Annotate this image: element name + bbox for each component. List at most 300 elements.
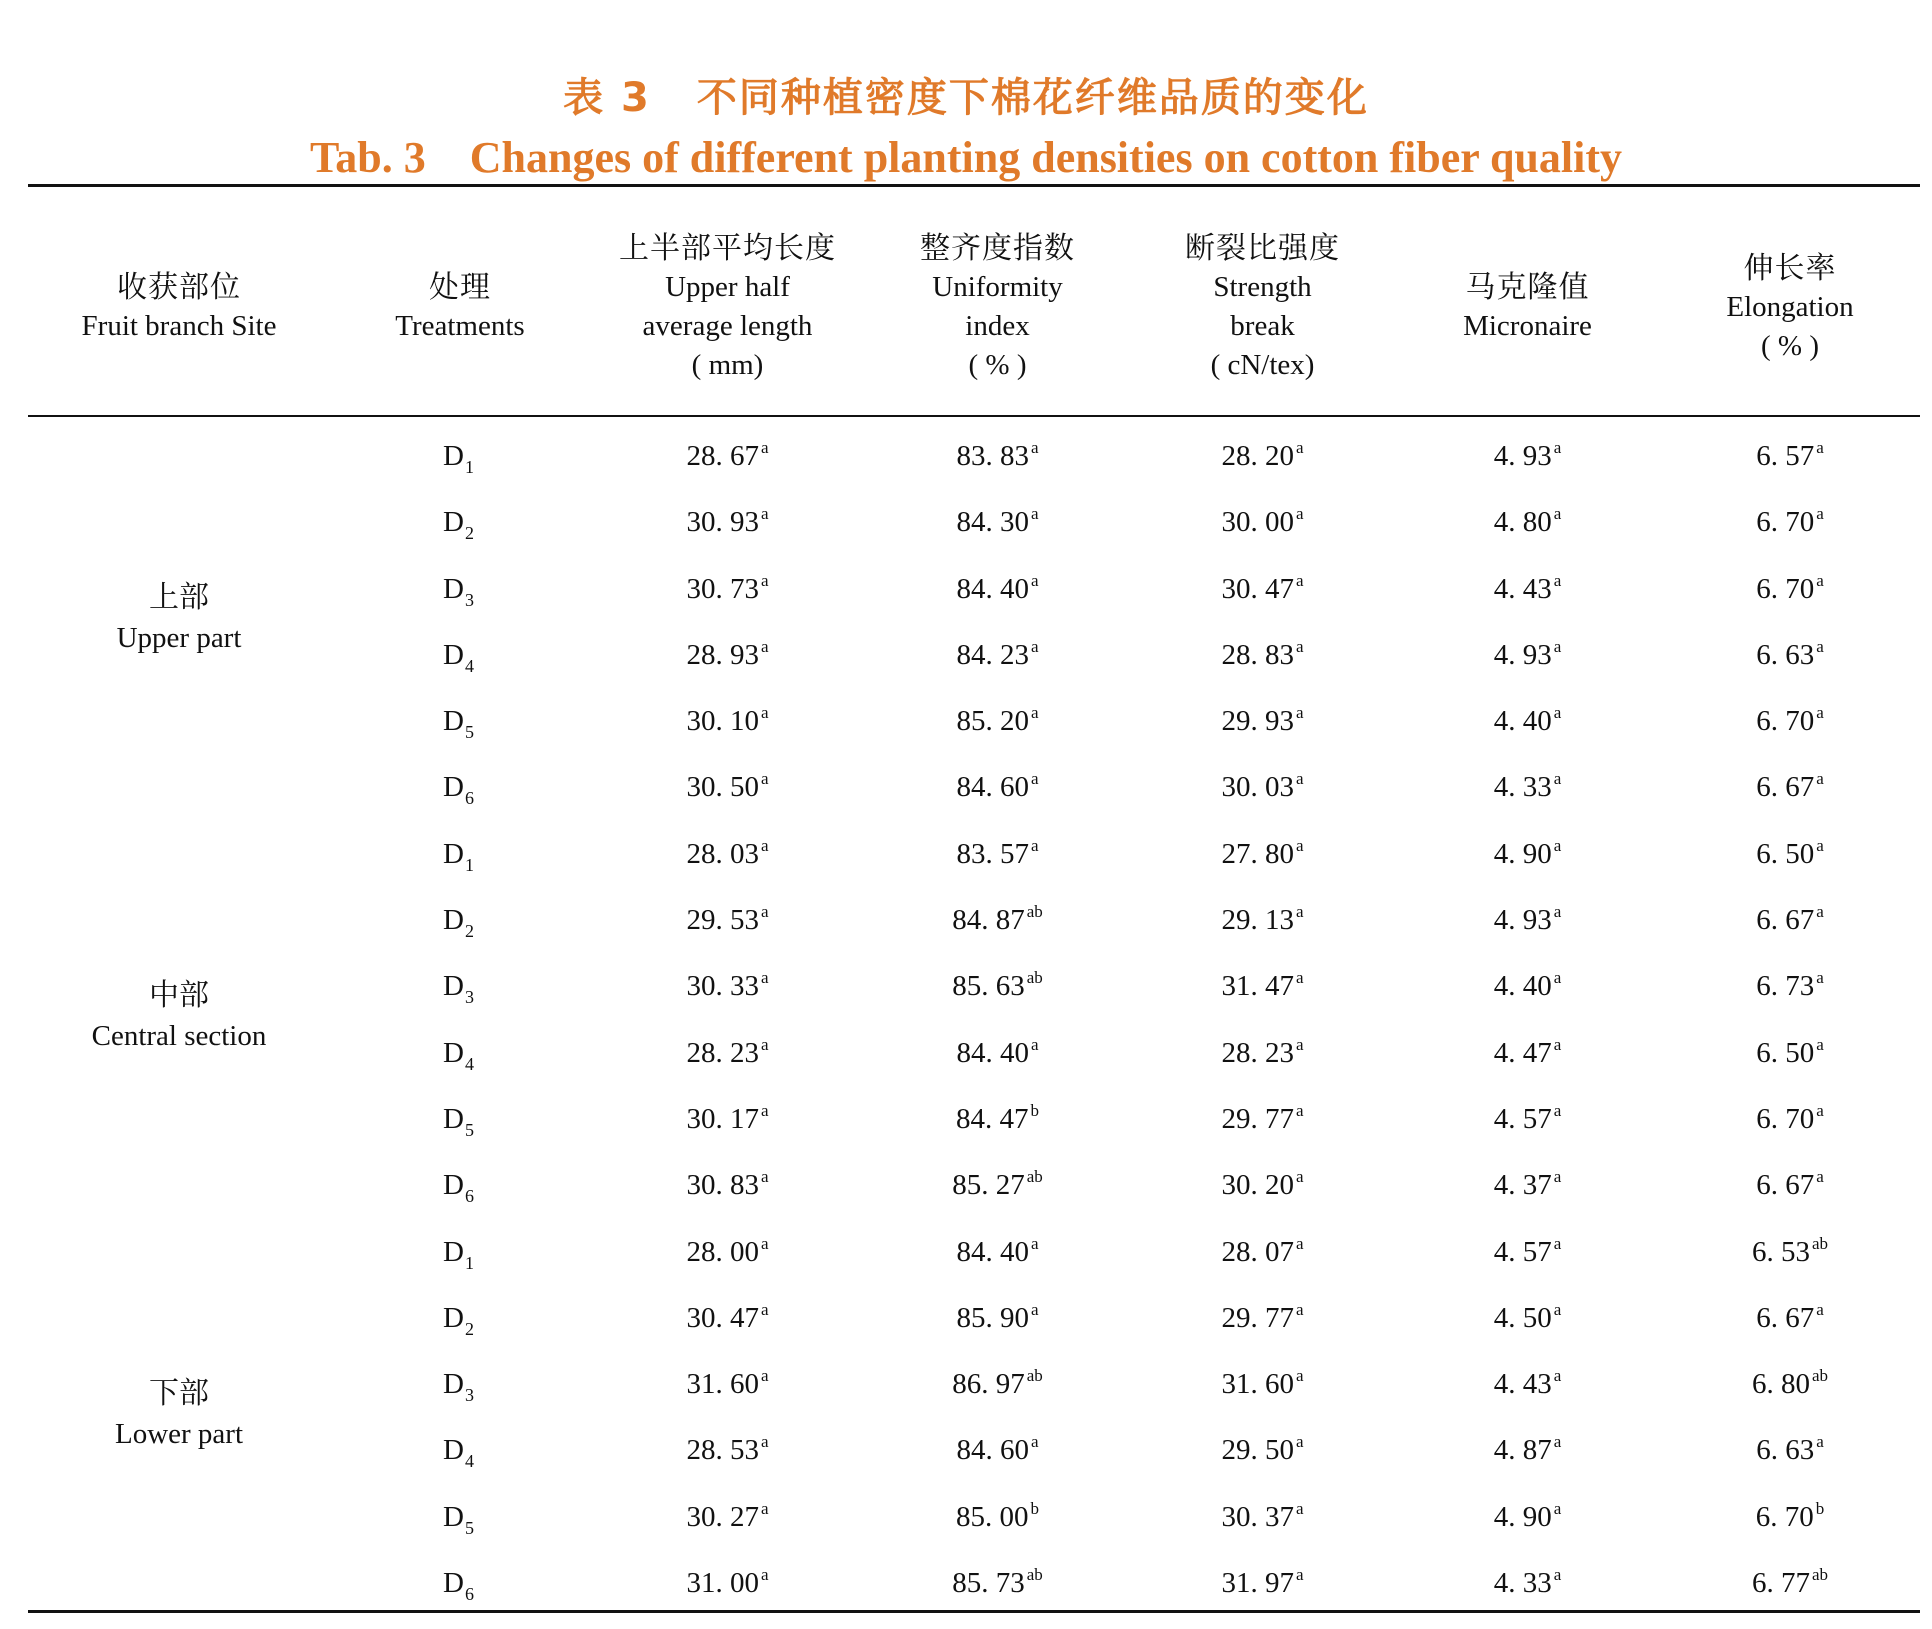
cell-upper-half-length <box>590 622 865 688</box>
table-row <box>0 1020 1932 1086</box>
upper-half-length-value: 28. 67 <box>686 440 759 472</box>
cell-treatment <box>330 1351 590 1417</box>
uniformity-index-significance: ab <box>1026 1565 1043 1585</box>
cell-uniformity-index <box>865 556 1130 622</box>
uniformity-index-significance: a <box>1030 703 1039 723</box>
header-uniformity-index <box>865 222 1130 392</box>
header-strength-break <box>1130 222 1395 392</box>
cell-strength-break <box>1130 1219 1395 1285</box>
cell-elongation <box>1660 754 1920 820</box>
cell-elongation <box>1660 489 1920 555</box>
table-body <box>0 423 1932 1616</box>
treatment-code: D <box>443 1434 464 1467</box>
strength-break-value: 28. 23 <box>1221 1036 1294 1069</box>
treatment-code: D <box>443 1500 464 1533</box>
cell-elongation <box>1660 423 1920 489</box>
upper-half-length-value: 30. 27 <box>686 1500 759 1533</box>
upper-half-length-value: 30. 10 <box>686 705 759 738</box>
header-uniformity-zh: 整齐度指数 <box>920 231 1075 266</box>
treatment-code: D <box>443 638 464 671</box>
treatment-subscript: 5 <box>464 722 474 743</box>
elongation-significance: a <box>1816 636 1824 656</box>
micronaire-value: 4. 43 <box>1493 572 1552 605</box>
upper-half-length-value: 30. 47 <box>686 1301 759 1334</box>
cell-micronaire <box>1395 887 1660 953</box>
cell-upper-half-length <box>590 1550 865 1616</box>
table-row <box>0 1152 1932 1218</box>
cell-elongation <box>1660 1484 1920 1550</box>
table-row <box>0 1484 1932 1550</box>
header-length-unit: ( mm) <box>691 349 764 381</box>
micronaire-significance: a <box>1553 438 1562 457</box>
strength-break-significance: a <box>1295 1034 1304 1054</box>
cell-micronaire <box>1395 1550 1660 1616</box>
cell-upper-half-length <box>590 688 865 754</box>
elongation-value: 6. 63 <box>1756 638 1815 671</box>
elongation-significance: ab <box>1811 1565 1829 1585</box>
cell-strength-break <box>1130 1351 1395 1417</box>
elongation-value: 6. 67 <box>1756 1301 1815 1334</box>
table-row <box>0 622 1932 688</box>
table-header-rule <box>28 415 1920 417</box>
upper-half-length-significance: a <box>760 1100 769 1120</box>
cell-micronaire <box>1395 754 1660 820</box>
cell-elongation <box>1660 556 1920 622</box>
strength-break-value: 30. 03 <box>1221 771 1294 804</box>
elongation-significance: a <box>1816 1167 1824 1187</box>
micronaire-significance: a <box>1553 1565 1562 1585</box>
micronaire-value: 4. 40 <box>1493 705 1552 738</box>
cell-uniformity-index <box>865 1152 1130 1218</box>
cell-upper-half-length <box>590 1285 865 1351</box>
cell-elongation <box>1660 1417 1920 1483</box>
upper-half-length-significance: a <box>760 1565 769 1585</box>
micronaire-significance: a <box>1553 1299 1562 1319</box>
micronaire-value: 4. 93 <box>1493 638 1552 671</box>
uniformity-index-value: 84. 23 <box>956 638 1029 671</box>
elongation-value: 6. 70 <box>1756 506 1815 539</box>
micronaire-significance: a <box>1553 835 1562 855</box>
cell-uniformity-index <box>865 1086 1130 1152</box>
strength-break-significance: a <box>1295 636 1304 656</box>
uniformity-index-significance: b <box>1030 1498 1039 1518</box>
header-length-en2: average length <box>642 310 813 342</box>
micronaire-significance: a <box>1553 1167 1562 1187</box>
uniformity-index-value: 84. 87 <box>952 904 1025 937</box>
micronaire-value: 4. 33 <box>1493 1567 1552 1600</box>
treatment-code: D <box>443 837 464 870</box>
micronaire-significance: a <box>1553 504 1562 524</box>
cell-strength-break <box>1130 754 1395 820</box>
strength-break-significance: a <box>1295 902 1304 922</box>
caption-cn-title: 不同种植密度下棉花纤维品质的变化 <box>696 75 1369 121</box>
elongation-significance: a <box>1816 1034 1824 1054</box>
treatment-subscript: 2 <box>464 1318 474 1339</box>
elongation-significance: a <box>1816 703 1824 723</box>
elongation-value: 6. 73 <box>1756 970 1815 1003</box>
cell-treatment <box>330 1020 590 1086</box>
upper-half-length-significance: a <box>760 1366 769 1386</box>
uniformity-index-significance: a <box>1030 1299 1039 1319</box>
cell-strength-break <box>1130 887 1395 953</box>
cell-elongation <box>1660 1020 1920 1086</box>
treatment-subscript: 3 <box>464 987 474 1008</box>
table-caption-chinese <box>0 66 1932 123</box>
uniformity-index-value: 83. 83 <box>956 440 1029 472</box>
uniformity-index-significance: a <box>1030 1432 1039 1452</box>
treatment-code: D <box>443 904 464 937</box>
cell-treatment <box>330 953 590 1019</box>
cell-micronaire <box>1395 1285 1660 1351</box>
micronaire-significance: a <box>1553 703 1562 723</box>
cell-elongation <box>1660 953 1920 1019</box>
table-caption-english <box>0 132 1932 183</box>
strength-break-significance: a <box>1295 1432 1304 1452</box>
header-strength-en2: break <box>1230 310 1295 342</box>
table-row <box>0 688 1932 754</box>
cell-upper-half-length <box>590 887 865 953</box>
cell-treatment <box>330 887 590 953</box>
cell-treatment <box>330 556 590 622</box>
strength-break-significance: a <box>1295 703 1304 723</box>
cell-upper-half-length <box>590 754 865 820</box>
header-elongation-zh: 伸长率 <box>1743 250 1837 286</box>
upper-half-length-significance: a <box>760 1498 769 1518</box>
header-length-en1: Upper half <box>665 271 790 303</box>
cell-micronaire <box>1395 1152 1660 1218</box>
table-row <box>0 556 1932 622</box>
uniformity-index-value: 83. 57 <box>956 837 1029 870</box>
strength-break-significance: a <box>1295 504 1304 524</box>
micronaire-significance: a <box>1553 1366 1562 1386</box>
strength-break-value: 31. 97 <box>1221 1567 1294 1600</box>
uniformity-index-significance: a <box>1030 570 1039 590</box>
elongation-significance: a <box>1816 902 1824 922</box>
cell-treatment <box>330 489 590 555</box>
elongation-value: 6. 53 <box>1751 1235 1810 1268</box>
cell-treatment <box>330 622 590 688</box>
upper-half-length-value: 30. 33 <box>686 970 759 1003</box>
strength-break-value: 30. 00 <box>1221 506 1294 539</box>
upper-half-length-significance: a <box>760 570 769 590</box>
micronaire-significance: a <box>1553 769 1562 789</box>
cell-upper-half-length <box>590 1020 865 1086</box>
upper-half-length-value: 30. 83 <box>686 1169 759 1202</box>
cell-micronaire <box>1395 622 1660 688</box>
header-elongation <box>1660 222 1920 392</box>
micronaire-value: 4. 40 <box>1493 970 1552 1003</box>
elongation-value: 6. 63 <box>1756 1434 1815 1467</box>
cell-elongation <box>1660 887 1920 953</box>
treatment-code: D <box>443 970 464 1003</box>
table-top-rule <box>28 184 1920 187</box>
elongation-significance: ab <box>1811 1366 1829 1386</box>
upper-half-length-significance: a <box>760 1432 769 1452</box>
uniformity-index-value: 85. 27 <box>952 1169 1025 1202</box>
uniformity-index-value: 85. 90 <box>956 1301 1029 1334</box>
treatment-subscript: 6 <box>464 1584 474 1605</box>
table-row <box>0 953 1932 1019</box>
treatment-subscript: 6 <box>464 788 474 809</box>
elongation-value: 6. 70 <box>1755 1500 1814 1533</box>
strength-break-significance: a <box>1295 1565 1304 1585</box>
elongation-value: 6. 67 <box>1756 1169 1815 1202</box>
cell-micronaire <box>1395 1020 1660 1086</box>
cell-treatment <box>330 821 590 887</box>
strength-break-value: 29. 93 <box>1221 705 1294 738</box>
cell-strength-break <box>1130 1484 1395 1550</box>
cell-micronaire <box>1395 1484 1660 1550</box>
cell-micronaire <box>1395 1417 1660 1483</box>
cell-treatment <box>330 754 590 820</box>
micronaire-significance: a <box>1553 1432 1562 1452</box>
strength-break-significance: a <box>1295 968 1304 988</box>
treatment-code: D <box>443 1102 464 1135</box>
elongation-value: 6. 67 <box>1756 771 1815 804</box>
header-fruit-branch-site <box>28 222 330 392</box>
header-micronaire <box>1395 222 1660 392</box>
cell-strength-break <box>1130 556 1395 622</box>
micronaire-significance: a <box>1553 968 1562 988</box>
strength-break-value: 30. 47 <box>1221 572 1294 605</box>
header-site-zh: 收获部位 <box>117 270 241 305</box>
cell-elongation <box>1660 1550 1920 1616</box>
uniformity-index-significance: a <box>1030 636 1039 656</box>
group-upper-zh: 上部 <box>149 580 209 615</box>
cell-upper-half-length <box>590 1219 865 1285</box>
elongation-significance: a <box>1816 835 1824 855</box>
table-row <box>0 1550 1932 1616</box>
treatment-subscript: 6 <box>464 1186 474 1207</box>
uniformity-index-significance: ab <box>1026 902 1043 922</box>
header-treatment-en: Treatments <box>395 310 525 342</box>
elongation-significance: a <box>1816 769 1824 789</box>
cell-elongation <box>1660 821 1920 887</box>
treatment-code: D <box>443 440 464 472</box>
elongation-significance: a <box>1816 1299 1824 1319</box>
micronaire-value: 4. 50 <box>1493 1301 1552 1334</box>
cell-micronaire <box>1395 1086 1660 1152</box>
uniformity-index-significance: ab <box>1026 968 1043 988</box>
upper-half-length-value: 28. 93 <box>686 638 759 671</box>
cell-uniformity-index <box>865 1020 1130 1086</box>
micronaire-significance: a <box>1553 1034 1562 1054</box>
uniformity-index-value: 85. 63 <box>952 970 1025 1003</box>
cell-elongation <box>1660 1219 1920 1285</box>
cell-treatment <box>330 1417 590 1483</box>
micronaire-significance: a <box>1553 1498 1562 1518</box>
elongation-value: 6. 80 <box>1751 1368 1810 1401</box>
upper-half-length-value: 30. 50 <box>686 771 759 804</box>
cell-strength-break <box>1130 423 1395 489</box>
uniformity-index-significance: a <box>1030 438 1039 457</box>
cell-treatment <box>330 1550 590 1616</box>
cell-treatment <box>330 688 590 754</box>
upper-half-length-value: 28. 00 <box>686 1235 759 1268</box>
group-lower-zh: 下部 <box>149 1376 209 1411</box>
table-row <box>0 489 1932 555</box>
table-row <box>0 1285 1932 1351</box>
treatment-subscript: 5 <box>464 1119 474 1140</box>
strength-break-significance: a <box>1295 769 1304 789</box>
strength-break-value: 29. 77 <box>1221 1301 1294 1334</box>
cell-strength-break <box>1130 1152 1395 1218</box>
uniformity-index-value: 85. 00 <box>956 1500 1029 1533</box>
treatment-subscript: 4 <box>464 1451 474 1472</box>
elongation-value: 6. 50 <box>1756 1036 1815 1069</box>
uniformity-index-significance: a <box>1030 1233 1039 1253</box>
micronaire-significance: a <box>1553 902 1562 922</box>
strength-break-value: 31. 60 <box>1221 1368 1294 1401</box>
uniformity-index-value: 84. 40 <box>956 572 1029 605</box>
cell-elongation <box>1660 1351 1920 1417</box>
cell-strength-break <box>1130 1550 1395 1616</box>
upper-half-length-value: 28. 03 <box>686 837 759 870</box>
upper-half-length-value: 31. 60 <box>686 1368 759 1401</box>
header-micronaire-zh: 马克隆值 <box>1465 270 1590 305</box>
cell-elongation <box>1660 1285 1920 1351</box>
upper-half-length-significance: a <box>760 504 769 524</box>
cell-treatment <box>330 423 590 489</box>
cell-micronaire <box>1395 821 1660 887</box>
treatment-code: D <box>443 1301 464 1334</box>
cell-micronaire <box>1395 688 1660 754</box>
treatment-code: D <box>443 1567 464 1600</box>
treatment-subscript: 3 <box>464 1385 474 1406</box>
cell-treatment <box>330 1285 590 1351</box>
cell-upper-half-length <box>590 423 865 489</box>
cell-upper-half-length <box>590 1152 865 1218</box>
table-row <box>0 887 1932 953</box>
strength-break-value: 30. 37 <box>1221 1500 1294 1533</box>
upper-half-length-value: 30. 17 <box>686 1102 759 1135</box>
uniformity-index-value: 84. 60 <box>956 1434 1029 1467</box>
header-uniformity-en1: Uniformity <box>932 271 1063 303</box>
cell-strength-break <box>1130 953 1395 1019</box>
group-central-zh: 中部 <box>149 978 209 1013</box>
uniformity-index-value: 84. 30 <box>956 506 1029 539</box>
upper-half-length-significance: a <box>760 1167 769 1187</box>
upper-half-length-significance: a <box>760 835 769 855</box>
elongation-value: 6. 70 <box>1756 572 1815 605</box>
micronaire-significance: a <box>1553 636 1562 656</box>
elongation-significance: b <box>1815 1498 1825 1518</box>
cell-micronaire <box>1395 1219 1660 1285</box>
uniformity-index-significance: b <box>1030 1100 1039 1120</box>
table-row <box>0 423 1932 489</box>
treatment-subscript: 4 <box>464 1053 474 1074</box>
strength-break-significance: a <box>1295 1233 1304 1253</box>
cell-uniformity-index <box>865 423 1130 489</box>
upper-half-length-significance: a <box>760 1233 769 1253</box>
treatment-subscript: 5 <box>464 1517 474 1538</box>
cell-upper-half-length <box>590 1484 865 1550</box>
cell-uniformity-index <box>865 1417 1130 1483</box>
caption-en-number: Tab. 3 <box>309 133 426 182</box>
strength-break-value: 31. 47 <box>1221 970 1294 1003</box>
micronaire-significance: a <box>1553 1233 1562 1253</box>
cell-uniformity-index <box>865 821 1130 887</box>
strength-break-significance: a <box>1295 570 1304 590</box>
header-upper-half-length <box>590 222 865 392</box>
upper-half-length-significance: a <box>760 636 769 656</box>
elongation-significance: a <box>1816 1432 1824 1452</box>
cell-micronaire <box>1395 953 1660 1019</box>
header-strength-unit: ( cN/tex) <box>1210 349 1315 381</box>
cell-strength-break <box>1130 688 1395 754</box>
strength-break-significance: a <box>1295 1299 1304 1319</box>
header-elongation-unit: ( % ) <box>1761 329 1819 362</box>
treatment-subscript: 1 <box>464 457 474 477</box>
strength-break-significance: a <box>1295 1100 1304 1120</box>
elongation-value: 6. 67 <box>1756 904 1815 937</box>
upper-half-length-significance: a <box>760 438 769 457</box>
treatment-subscript: 4 <box>464 655 474 676</box>
cell-treatment <box>330 1484 590 1550</box>
uniformity-index-significance: a <box>1030 1034 1039 1054</box>
strength-break-significance: a <box>1295 438 1304 457</box>
strength-break-significance: a <box>1295 835 1304 855</box>
cell-micronaire <box>1395 556 1660 622</box>
micronaire-value: 4. 37 <box>1493 1169 1552 1202</box>
cell-micronaire <box>1395 1351 1660 1417</box>
upper-half-length-significance: a <box>760 1299 769 1319</box>
upper-half-length-value: 30. 73 <box>686 572 759 605</box>
uniformity-index-significance: a <box>1030 835 1039 855</box>
elongation-significance: a <box>1816 968 1824 988</box>
micronaire-value: 4. 90 <box>1493 837 1552 870</box>
micronaire-value: 4. 57 <box>1493 1102 1552 1135</box>
uniformity-index-value: 84. 47 <box>956 1102 1029 1135</box>
upper-half-length-value: 30. 93 <box>686 506 759 539</box>
cell-upper-half-length <box>590 556 865 622</box>
uniformity-index-value: 85. 20 <box>956 705 1029 738</box>
strength-break-significance: a <box>1295 1366 1304 1386</box>
cell-uniformity-index <box>865 1285 1130 1351</box>
treatment-subscript: 1 <box>464 1252 474 1273</box>
uniformity-index-value: 86. 97 <box>952 1368 1025 1401</box>
cell-strength-break <box>1130 489 1395 555</box>
upper-half-length-value: 31. 00 <box>686 1567 759 1600</box>
cell-uniformity-index <box>865 622 1130 688</box>
upper-half-length-significance: a <box>760 769 769 789</box>
strength-break-value: 29. 13 <box>1221 904 1294 937</box>
micronaire-value: 4. 47 <box>1493 1036 1552 1069</box>
cell-elongation <box>1660 1086 1920 1152</box>
cell-micronaire <box>1395 489 1660 555</box>
cell-uniformity-index <box>865 1351 1130 1417</box>
group-central-en: Central section <box>91 1020 267 1052</box>
cell-strength-break <box>1130 821 1395 887</box>
caption-cn-number: 表 3 <box>563 75 651 121</box>
cell-treatment <box>330 1219 590 1285</box>
treatment-subscript: 1 <box>464 854 474 875</box>
table-bottom-rule <box>28 1610 1920 1613</box>
cell-strength-break <box>1130 622 1395 688</box>
micronaire-value: 4. 57 <box>1493 1235 1552 1268</box>
cell-treatment <box>330 1086 590 1152</box>
uniformity-index-significance: a <box>1030 769 1039 789</box>
treatment-code: D <box>443 506 464 539</box>
upper-half-length-value: 29. 53 <box>686 904 759 937</box>
treatment-subscript: 2 <box>464 523 474 544</box>
micronaire-significance: a <box>1553 1100 1562 1120</box>
group-upper-en: Upper part <box>116 622 242 654</box>
table-row <box>0 1417 1932 1483</box>
micronaire-value: 4. 43 <box>1493 1368 1552 1401</box>
micronaire-value: 4. 33 <box>1493 771 1552 804</box>
cell-upper-half-length <box>590 1086 865 1152</box>
